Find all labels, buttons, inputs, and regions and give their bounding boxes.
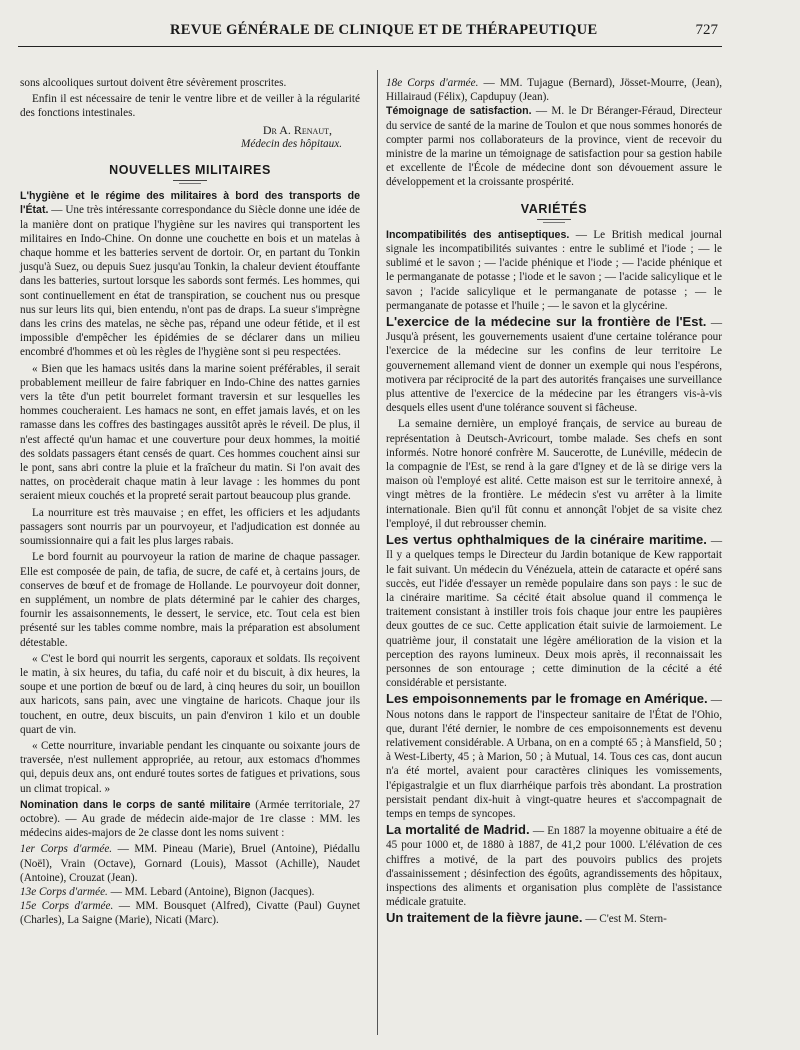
article-body: — Jusqu'à présent, les gouvernements usaient d'une certaine tolérance pour l'exercice de la médecine sur les confins de leur territoire Le gouvernement allemand vient de donner un exemple qui nous l'espérons, motivera par réciprocité de la part des autorités françaises une surveillance plus attentive de l'exercice de la médecine par les étrangers vis-à-vis desquels elles usent d'une tolérance souvent si fâcheuse. [386, 317, 723, 415]
paragraph-ventre: Enfin il est nécessaire de tenir le ventre libre et de veiller à la régularité des fonctions intestinales. [20, 93, 360, 120]
corps-label: 13e Corps d'armée. [20, 885, 108, 898]
right-column [386, 76, 722, 929]
column-divider [377, 70, 378, 1035]
paragraph-nourriture: La nourriture est très mauvaise ; en effet, les officiers et les adjudants passagers sont nourris par un pourvoyeur, et l'adjudication est donnée au soumissionnaire qui a fait les plus larges rabais. [20, 506, 360, 548]
corps-15-list [20, 899, 360, 927]
article-body: — M. le Dr Béranger-Féraud, Directeur du service de santé de la marine de Toulon et que nous sommes honorés de compter parmi nos collaborateurs de la province, vient de recevoir du ministre de la marine un témoignage de satisfaction pour sa gestion habile et excellente de l'École de médecine dont son dévouement assure le développement et la croissante prospérité. [386, 105, 722, 189]
article-body: — Une très intéressante correspondance du Siècle donne une idée de la manière dont on pratique l'hygiène sur les navires qui transportent les militaires en Indo-Chine. On donne une couchette en bois et un matelas à chaque homme et les batteries servent de dortoir. Or, en partant du Tonkin jusqu'à Suez, ou depuis Suez jusqu'au Tonkin, la chaleur devient étouffante dans les batteries, surtout lorsque les sabords sont fermés. Les hommes, qui sont continuellement en état de transpiration, se couchent nus ou presque nus sur leurs lits qui, bien entendu, n'ont pas de draps. La sueur s'imprègne dans les crins des matelas, ne sèche pas, répand une odeur fétide, et il est impossible d'empêcher les épidémies de se déclarer dans un milieu encombré d'hommes et où les règles de l'hygiène sont si peu respectées. [20, 204, 360, 359]
corps-18-list [386, 76, 722, 104]
article-heading: Les empoisonnements par le fromage en Amérique. [386, 691, 708, 707]
article-body: — Le British medical journal signale les incompatibilités suivantes : entre le sublimé et l'iode ; — le sublimé et le savon ; — l'acide phénique et l'iode ; — l'acide phénique et le permanganate de potasse ; l'iode et le savon ; — l'acide salicylique et le savon ; l'acide salicylique et le permanganate de potasse ; — le permanganate de potasse et l'huile ; — le savon et la glycérine. [386, 228, 723, 312]
article-heading: Un traitement de la fièvre jaune. [386, 910, 583, 926]
article-body: — Il y a quelques temps le Directeur du Jardin botanique de Kew rapportait le fait suivant. Un médecin du Vénézuela, attein de cataracte et opéré sans succès, eut l'idée d'essayer un remède populaire dans son pays : le suc de la cinéraire maritime. Sa cécité était absolue quand il commença le traitement consistant à instiller trois fois chaque jour entre les paupières deux gouttes de ce suc. Cette application était suivie de larmoiement. Le quatrième jour, il constatait une légère amélioration de la vision et la perception des rayons lumineux. Deux mois après, il reconnaissait les personnes de son entourage ; cette diminution de la cécité a été considérable et persistante. [386, 535, 723, 690]
article-heading: Incompatibilités des antiseptiques. [386, 228, 570, 241]
paragraph-sergents: « C'est le bord qui nourrit les sergents, caporaux et soldats. Ils reçoivent le matin, à six heures, du tafia, du café noir et du biscuit, à dix heures, la soupe et une portion de bœuf ou de lard, à cinq heures du soir, un bouillon aux haricots, sans pain, avec une vingtaine de haricots. Chaque jour ils touchent, en outre, deux biscuits, un pain d'environ 1 kilo et un double quart de vin. [20, 652, 360, 736]
corps-names: — MM. Bousquet (Alfred), Civatte (Paul) Guynet (Charles), La Saigne (Marie), Nicati (Marc). [20, 900, 360, 927]
paragraph-semaine: La semaine dernière, un employé français, de service au bureau de représentation à Deutsch-Avricourt, tombe malade. Ses chefs en sont informés. Notre honoré confrère M. Saucerotte, de Lunéville, médecin de la compagnie de l'Est, se rend à la gare d'Igney et de là se dirige vers la maison où l'employé est alité. Cette maison est sur le territoire annexé, à vingt mètres de la frontière. Le médecin s'est vu arrêter à la limite internationale. Bien qu'il fût connu et annonçât l'objet de sa visite chez l'employé, il dut rebrousser chemin. [386, 418, 722, 530]
paragraph-hamacs: « Bien que les hamacs usités dans la marine soient préférables, il serait probablement meilleur de faire fabriquer en Indo-Chine des nattes garnies vers la tête d'un petit bourrelet formant traversin et sur lesquelles les hommes coucheraient. Les hamacs ne sont, en effet jamais lavés, et on les ramasse dans les coffres des bastingages aussitôt après le réveil. De plus, il n'est affecté qu'un hamac et une couverture pour deux hommes, la moitié des soldats passagers étant censés de quart. Ces hommes couchent ainsi sur le pont, sans abri contre la pluie et la fraîcheur du matin. Si l'on avait des nattes, on procèderait chaque matin à leur lavage : les hommes du pont seraient mieux couchés et la propreté serait partout beaucoup plus grande. [20, 362, 360, 503]
article-body: — En 1887 la moyenne obituaire a été de 45 pour 1000 et, de 1880 à 1887, de 41,2 pour 1000. L'élévation de ces chiffres a motivé, de la part des pouvoirs publics des projets d'assainissement ; désinfection des égoûts, agrandissements des hôpitaux, inspections des aliments et organisation plus complète de l'assistance médicale gratuite. [386, 825, 722, 909]
article-heading: L'hygiène et le régime des militaires à bord des transports de l'État. [20, 190, 360, 217]
corps-label: 1er Corps d'armée. [20, 843, 113, 856]
signature [20, 123, 360, 151]
article-heading: L'exercice de la médecine sur la frontière de l'Est. [386, 314, 707, 330]
corps-names: — MM. Lebard (Antoine), Bignon (Jacques). [107, 885, 315, 898]
article-body: (Armée territoriale, 27 octobre). — Au grade de médecin aide-major de 1re classe : MM. les médecins aides-majors de 2e classe dont les noms suivent : [20, 798, 360, 840]
section-title-varietes: VARIÉTÉS [520, 201, 588, 216]
article-vertus [386, 533, 722, 690]
section-title-nouvelles-militaires: NOUVELLES MILITAIRES [109, 163, 271, 178]
article-madrid [386, 823, 722, 909]
article-body: — C'est M. Stern- [582, 913, 667, 926]
article-incompatibilites [386, 228, 722, 313]
paragraph-cette-nourriture: « Cette nourriture, invariable pendant les cinquante ou soixante jours de traversée, n'est nullement appropriée, au retour, aux estomacs d'hommes qui, depuis deux ans, ont enduré toutes sortes de fatigues et privations, sous un climat tropical. » [20, 739, 360, 795]
left-column [20, 76, 360, 928]
corps-label: 15e Corps d'armée. [20, 900, 114, 913]
article-exercice [386, 315, 722, 415]
article-heading: Témoignage de satisfaction. [386, 105, 532, 118]
corps-names: — MM. Pineau (Marie), Bruel (Antoine), Piédallu (Noël), Vrain (Octave), Gornard (Louis), Massot (Achille), Naudet (Antoine), Crouzat (Jean). [20, 843, 361, 884]
article-body: — Nous notons dans le rapport de l'inspecteur sanitaire de l'État de l'Ohio, que, durant l'été dernier, le nombre de ces empoisonnements est devenu relativement considérable. A Urbana, on en a compté 65 ; à Mansfield, 50 ; à West-Liberty, 45 ; à Marion, 50 ; à Mutual, 14. Tous ces cas, dont aucun n'a été mortel, avaient pour caractères cliniques les vomissements, l'épigastralgie et un flux diarrhéique parfois très abondant. La prostration persistait pendant dix-huit à vingt-quatre heures et s'accompagnait de temps en temps de syncopes. [386, 694, 722, 820]
article-heading: La mortalité de Madrid. [386, 822, 530, 838]
page-number: 727 [695, 22, 718, 38]
corps-1-list [20, 842, 360, 885]
article-nomination [20, 798, 360, 841]
running-header [0, 22, 800, 46]
paragraph-continuation: sons alcooliques surtout doivent être sévèrement proscrites. [20, 77, 287, 89]
section-ornament [173, 180, 207, 181]
header-rule [18, 46, 722, 47]
running-title: REVUE GÉNÉRALE DE CLINIQUE ET DE THÉRAPEUTIQUE [170, 22, 598, 38]
article-temoignage [386, 104, 722, 189]
signature-role: Médecin des hôpitaux. [241, 137, 342, 150]
corps-13-list [20, 885, 360, 899]
corps-names: — MM. Tujague (Bernard), Jösset-Mourre, (Jean), Hillairaud (Félix), Capdupuy (Jean). [386, 77, 722, 104]
paragraph-bord: Le bord fournit au pourvoyeur la ration de marine de chaque passager. Elle est composée de pain, de tafia, de sucre, de café et, à certains jours, de conserves de bœuf et de fromage de Hollande. Le pourvoyeur doit donner, en supplément, un nombre de plats déterminé par le cahier des charges, fournir les assaisonnements, le dessert, le service, etc. Tout cela est bien présenté sur les tables comme nombre, mais la préparation est absolument détestable. [20, 551, 360, 649]
article-fievre-jaune [386, 911, 722, 926]
section-ornament [537, 219, 571, 220]
article-empoisonnements [386, 692, 722, 821]
article-hygiene [20, 189, 360, 359]
signature-name: Dr A. Renaut, [262, 122, 332, 137]
article-heading: Nomination dans le corps de santé militaire [20, 798, 251, 811]
corps-label: 18e Corps d'armée. [386, 77, 479, 89]
article-heading: Les vertus ophthalmiques de la cinéraire maritime. [386, 532, 707, 548]
